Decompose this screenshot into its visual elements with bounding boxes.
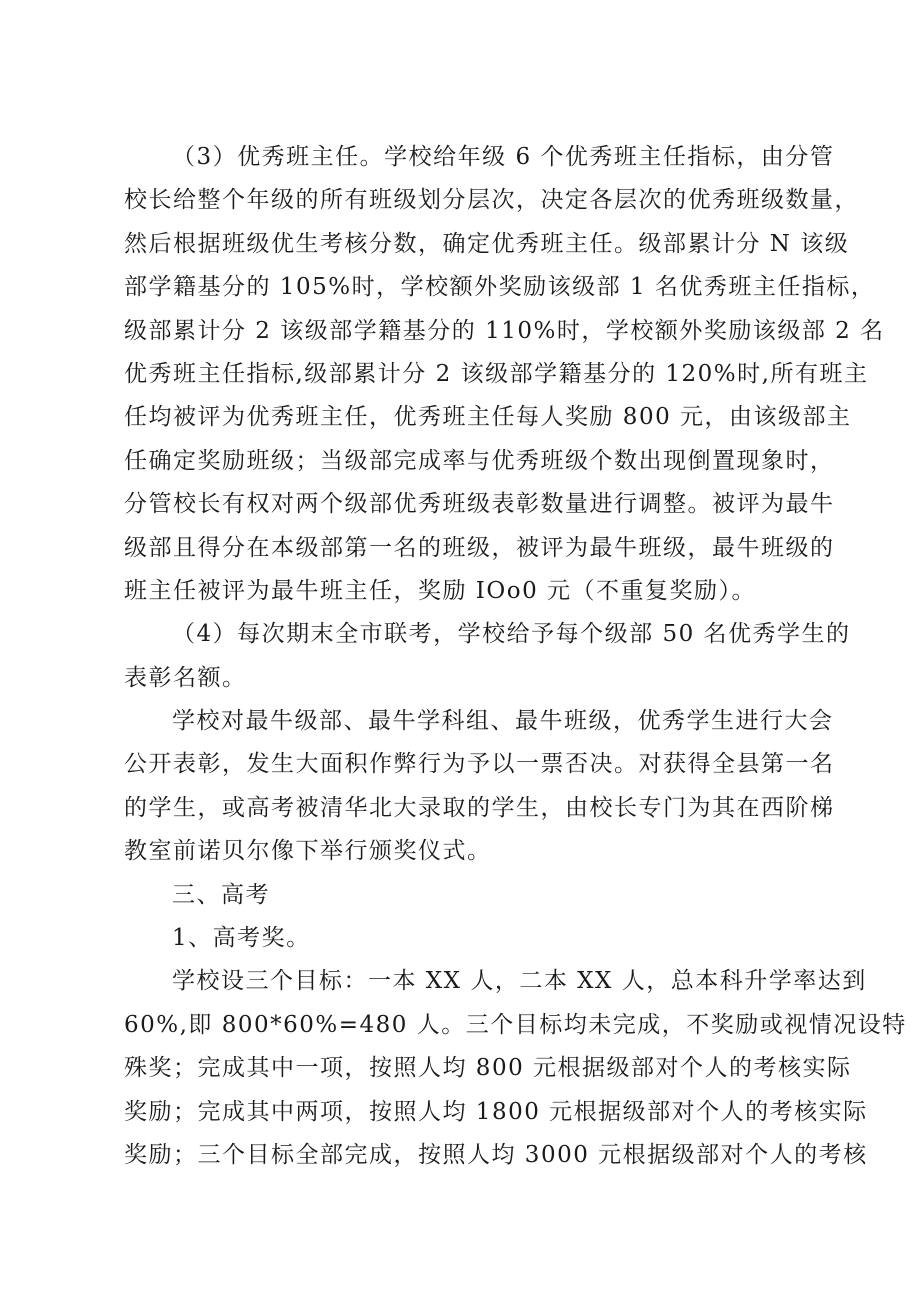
paragraph-line: 然后根据班级优生考核分数，确定优秀班主任。级部累计分 N 该级 [124, 230, 850, 257]
paragraph-line: 任均被评为优秀班主任，优秀班主任每人奖励 800 元，由该级部主 [124, 404, 852, 431]
paragraph-line: 部学籍基分的 105%时，学校额外奖励该级部 1 名优秀班主任指标， [124, 274, 876, 301]
paragraph-line: 优秀班主任指标,级部累计分 2 该级部学籍基分的 120%时,所有班主 [124, 360, 869, 387]
paragraph-line: 分管校长有权对两个级部优秀班级表彰数量进行调整。被评为最牛 [124, 491, 835, 518]
paragraph-line: 奖励；三个目标全部完成，按照人均 3000 元根据级部对个人的考核 [124, 1141, 868, 1168]
subsection-heading: 1、高考奖。 [172, 925, 311, 952]
paragraph-line: 教室前诺贝尔像下举行颁奖仪式。 [124, 838, 492, 865]
paragraph-line: 级部累计分 2 该级部学籍基分的 110%时，学校额外奖励该级部 2 名 [124, 317, 885, 344]
paragraph-line: 级部且得分在本级部第一名的班级，被评为最牛班级，最牛班级的 [124, 534, 835, 561]
paragraph-line: 奖励；完成其中两项，按照人均 1800 元根据级部对个人的考核实际 [124, 1098, 868, 1125]
document-body [124, 136, 907, 1177]
paragraph-line: 任确定奖励班级；当级部完成率与优秀班级个数出现倒置现象时， [124, 447, 835, 474]
paragraph-line: 的学生，或高考被清华北大录取的学生，由校长专门为其在西阶梯 [124, 794, 835, 821]
paragraph-line: 殊奖；完成其中一项，按照人均 800 元根据级部对个人的考核实际 [124, 1055, 852, 1082]
paragraph-line: （3）优秀班主任。学校给年级 6 个优秀班主任指标，由分管 [172, 144, 835, 170]
paragraph-line: 校长给整个年级的所有班级划分层次，决定各层次的优秀班级数量， [124, 187, 859, 214]
paragraph-line: 60%,即 800*60%=480 人。三个目标均未完成，不奖励或视情况设特 [124, 1011, 907, 1038]
paragraph-line: 表彰名额。 [124, 664, 247, 691]
paragraph-line: 班主任被评为最牛班主任，奖励 IOo0 元（不重复奖励）。 [124, 577, 757, 604]
paragraph-line: 公开表彰，发生大面积作弊行为予以一票否决。对获得全县第一名 [124, 751, 835, 778]
paragraph-line: 学校对最牛级部、最牛学科组、最牛班级，优秀学生进行大会 [172, 708, 834, 735]
section-heading: 三、高考 [172, 881, 270, 908]
paragraph-line: （4）每次期末全市联考，学校给予每个级部 50 名优秀学生的 [172, 621, 851, 648]
paragraph-line: 学校设三个目标：一本 XX 人，二本 XX 人，总本科升学率达到 [172, 968, 867, 995]
